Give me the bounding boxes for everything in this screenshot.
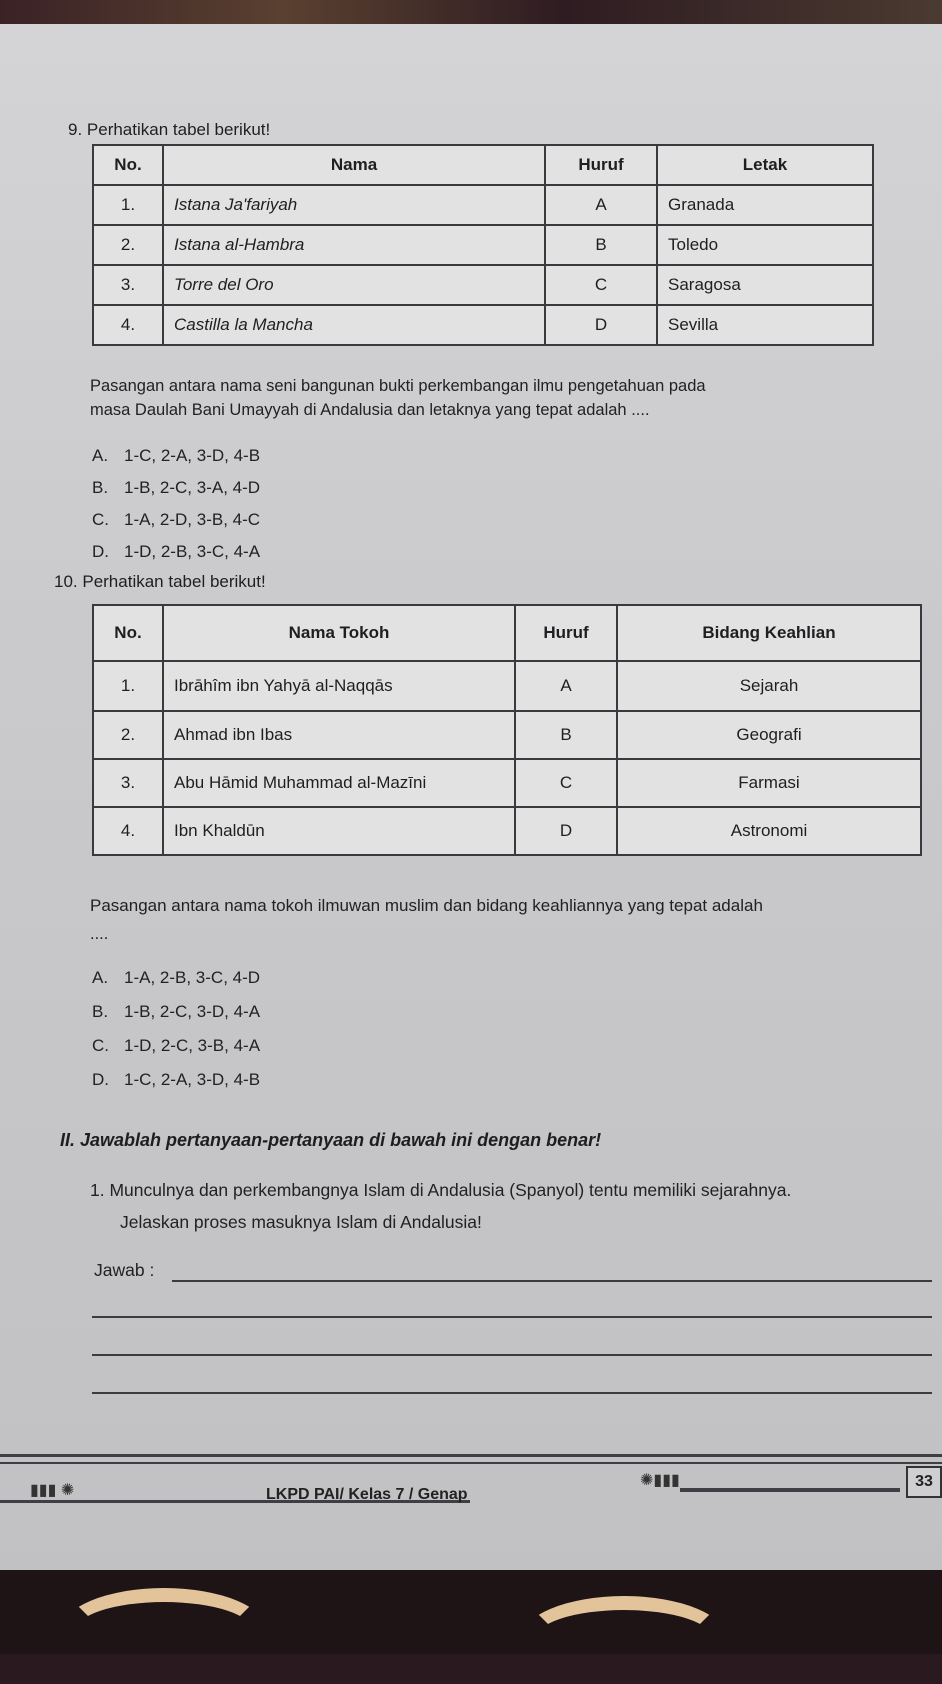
option-text: 1-D, 2-B, 3-C, 4-A: [124, 542, 261, 561]
answer-line[interactable]: [92, 1354, 932, 1356]
cell-no: 3.: [93, 265, 163, 305]
footer-rule: [0, 1462, 942, 1464]
header-huruf: Huruf: [515, 605, 617, 661]
q9-title: 9. Perhatikan tabel berikut!: [68, 120, 271, 139]
table-header-row: [93, 605, 921, 661]
q10-option-d[interactable]: [92, 1070, 260, 1090]
cell-no: 3.: [93, 759, 163, 807]
option-text: 1-A, 2-D, 3-B, 4-C: [124, 510, 261, 529]
q10-table: [92, 604, 922, 856]
essay-q1-line2: Jelaskan proses masuknya Islam di Andalusia!: [120, 1212, 482, 1232]
q9-option-d[interactable]: [92, 542, 260, 562]
cell-nama-tokoh: Abu Hāmid Muhammad al-Mazīni: [163, 759, 515, 807]
cell-letak: Sevilla: [657, 305, 873, 345]
option-text: 1-A, 2-B, 3-C, 4-D: [124, 968, 261, 987]
option-letter: B.: [92, 478, 109, 497]
cell-huruf: A: [545, 185, 657, 225]
background-swirl: [60, 1588, 268, 1676]
answer-line[interactable]: [92, 1392, 932, 1394]
cell-no: 4.: [93, 305, 163, 345]
answer-line[interactable]: [92, 1316, 932, 1318]
footer-ornament-icon: ▮▮▮ ✺: [30, 1482, 75, 1499]
q10-option-a[interactable]: [92, 968, 260, 988]
table-row: [93, 185, 873, 225]
option-letter: A.: [92, 446, 109, 465]
cell-nama: Torre del Oro: [163, 265, 545, 305]
option-letter: A.: [92, 968, 109, 987]
cell-no: 2.: [93, 711, 163, 759]
footer-ornament-icon: ✺▮▮▮: [640, 1472, 680, 1489]
cell-letak: Toledo: [657, 225, 873, 265]
cell-bidang: Astronomi: [617, 807, 921, 855]
option-letter: B.: [92, 1002, 109, 1021]
cell-letak: Granada: [657, 185, 873, 225]
cell-huruf: D: [515, 807, 617, 855]
footer-rule-right: [680, 1488, 900, 1492]
q9-option-c[interactable]: [92, 510, 260, 530]
q9-table: [92, 144, 874, 346]
background-bottom: [0, 1570, 942, 1654]
cell-nama: Istana Ja'fariyah: [163, 185, 545, 225]
cell-huruf: B: [515, 711, 617, 759]
option-letter: C.: [92, 1036, 109, 1055]
header-nama: Nama: [163, 145, 545, 185]
q9-stem-line1: Pasangan antara nama seni bangunan bukti perkembangan ilmu pengetahuan pada: [90, 377, 706, 395]
cell-nama: Castilla la Mancha: [163, 305, 545, 345]
cell-nama-tokoh: Ibn Khaldūn: [163, 807, 515, 855]
q10-title: 10. Perhatikan tabel berikut!: [54, 572, 266, 591]
answer-line[interactable]: [172, 1280, 932, 1282]
table-row: [93, 305, 873, 345]
cell-no: 2.: [93, 225, 163, 265]
option-text: 1-B, 2-C, 3-A, 4-D: [124, 478, 261, 497]
cell-no: 1.: [93, 661, 163, 711]
q9-option-b[interactable]: [92, 478, 260, 498]
q10-stem-line2: ....: [90, 925, 109, 943]
option-letter: C.: [92, 510, 109, 529]
table-row: [93, 225, 873, 265]
option-text: 1-D, 2-C, 3-B, 4-A: [124, 1036, 261, 1055]
option-text: 1-B, 2-C, 3-D, 4-A: [124, 1002, 261, 1021]
table-row: [93, 265, 873, 305]
cell-huruf: C: [515, 759, 617, 807]
header-no: No.: [93, 145, 163, 185]
background-swirl: [520, 1596, 728, 1684]
cell-no: 4.: [93, 807, 163, 855]
cell-no: 1.: [93, 185, 163, 225]
cell-letak: Saragosa: [657, 265, 873, 305]
footer-rule: [0, 1454, 942, 1457]
table-row: [93, 807, 921, 855]
header-bidang-keahlian: Bidang Keahlian: [617, 605, 921, 661]
option-text: 1-C, 2-A, 3-D, 4-B: [124, 446, 261, 465]
cell-huruf: D: [545, 305, 657, 345]
section-2-heading: II. Jawablah pertanyaan-pertanyaan di bawah ini dengan benar!: [60, 1130, 602, 1150]
header-nama-tokoh: Nama Tokoh: [163, 605, 515, 661]
footer-text: LKPD PAI/ Kelas 7 / Genap: [266, 1486, 468, 1503]
header-huruf: Huruf: [545, 145, 657, 185]
cell-huruf: B: [545, 225, 657, 265]
q9-option-a[interactable]: [92, 446, 260, 466]
cell-bidang: Geografi: [617, 711, 921, 759]
page-number: 33: [906, 1466, 942, 1498]
cell-bidang: Sejarah: [617, 661, 921, 711]
q10-stem-line1: Pasangan antara nama tokoh ilmuwan muslim dan bidang keahliannya yang tepat adalah: [90, 896, 763, 915]
table-row: [93, 759, 921, 807]
cell-nama-tokoh: Ahmad ibn Ibas: [163, 711, 515, 759]
cell-huruf: A: [515, 661, 617, 711]
table-row: [93, 661, 921, 711]
q10-option-b[interactable]: [92, 1002, 260, 1022]
cell-nama-tokoh: Ibrāhîm ibn Yahyā al-Naqqās: [163, 661, 515, 711]
cell-huruf: C: [545, 265, 657, 305]
option-text: 1-C, 2-A, 3-D, 4-B: [124, 1070, 261, 1089]
table-row: [93, 711, 921, 759]
header-letak: Letak: [657, 145, 873, 185]
essay-q1-line1: 1. Munculnya dan perkembangnya Islam di Andalusia (Spanyol) tentu memiliki sejarahnya.: [90, 1180, 792, 1200]
table-header-row: [93, 145, 873, 185]
answer-label: Jawab :: [94, 1260, 155, 1280]
option-letter: D.: [92, 1070, 109, 1089]
q10-option-c[interactable]: [92, 1036, 260, 1056]
q9-stem-line2: masa Daulah Bani Umayyah di Andalusia dan letaknya yang tepat adalah ....: [90, 401, 650, 419]
option-letter: D.: [92, 542, 109, 561]
cell-nama: Istana al-Hambra: [163, 225, 545, 265]
header-no: No.: [93, 605, 163, 661]
cell-bidang: Farmasi: [617, 759, 921, 807]
